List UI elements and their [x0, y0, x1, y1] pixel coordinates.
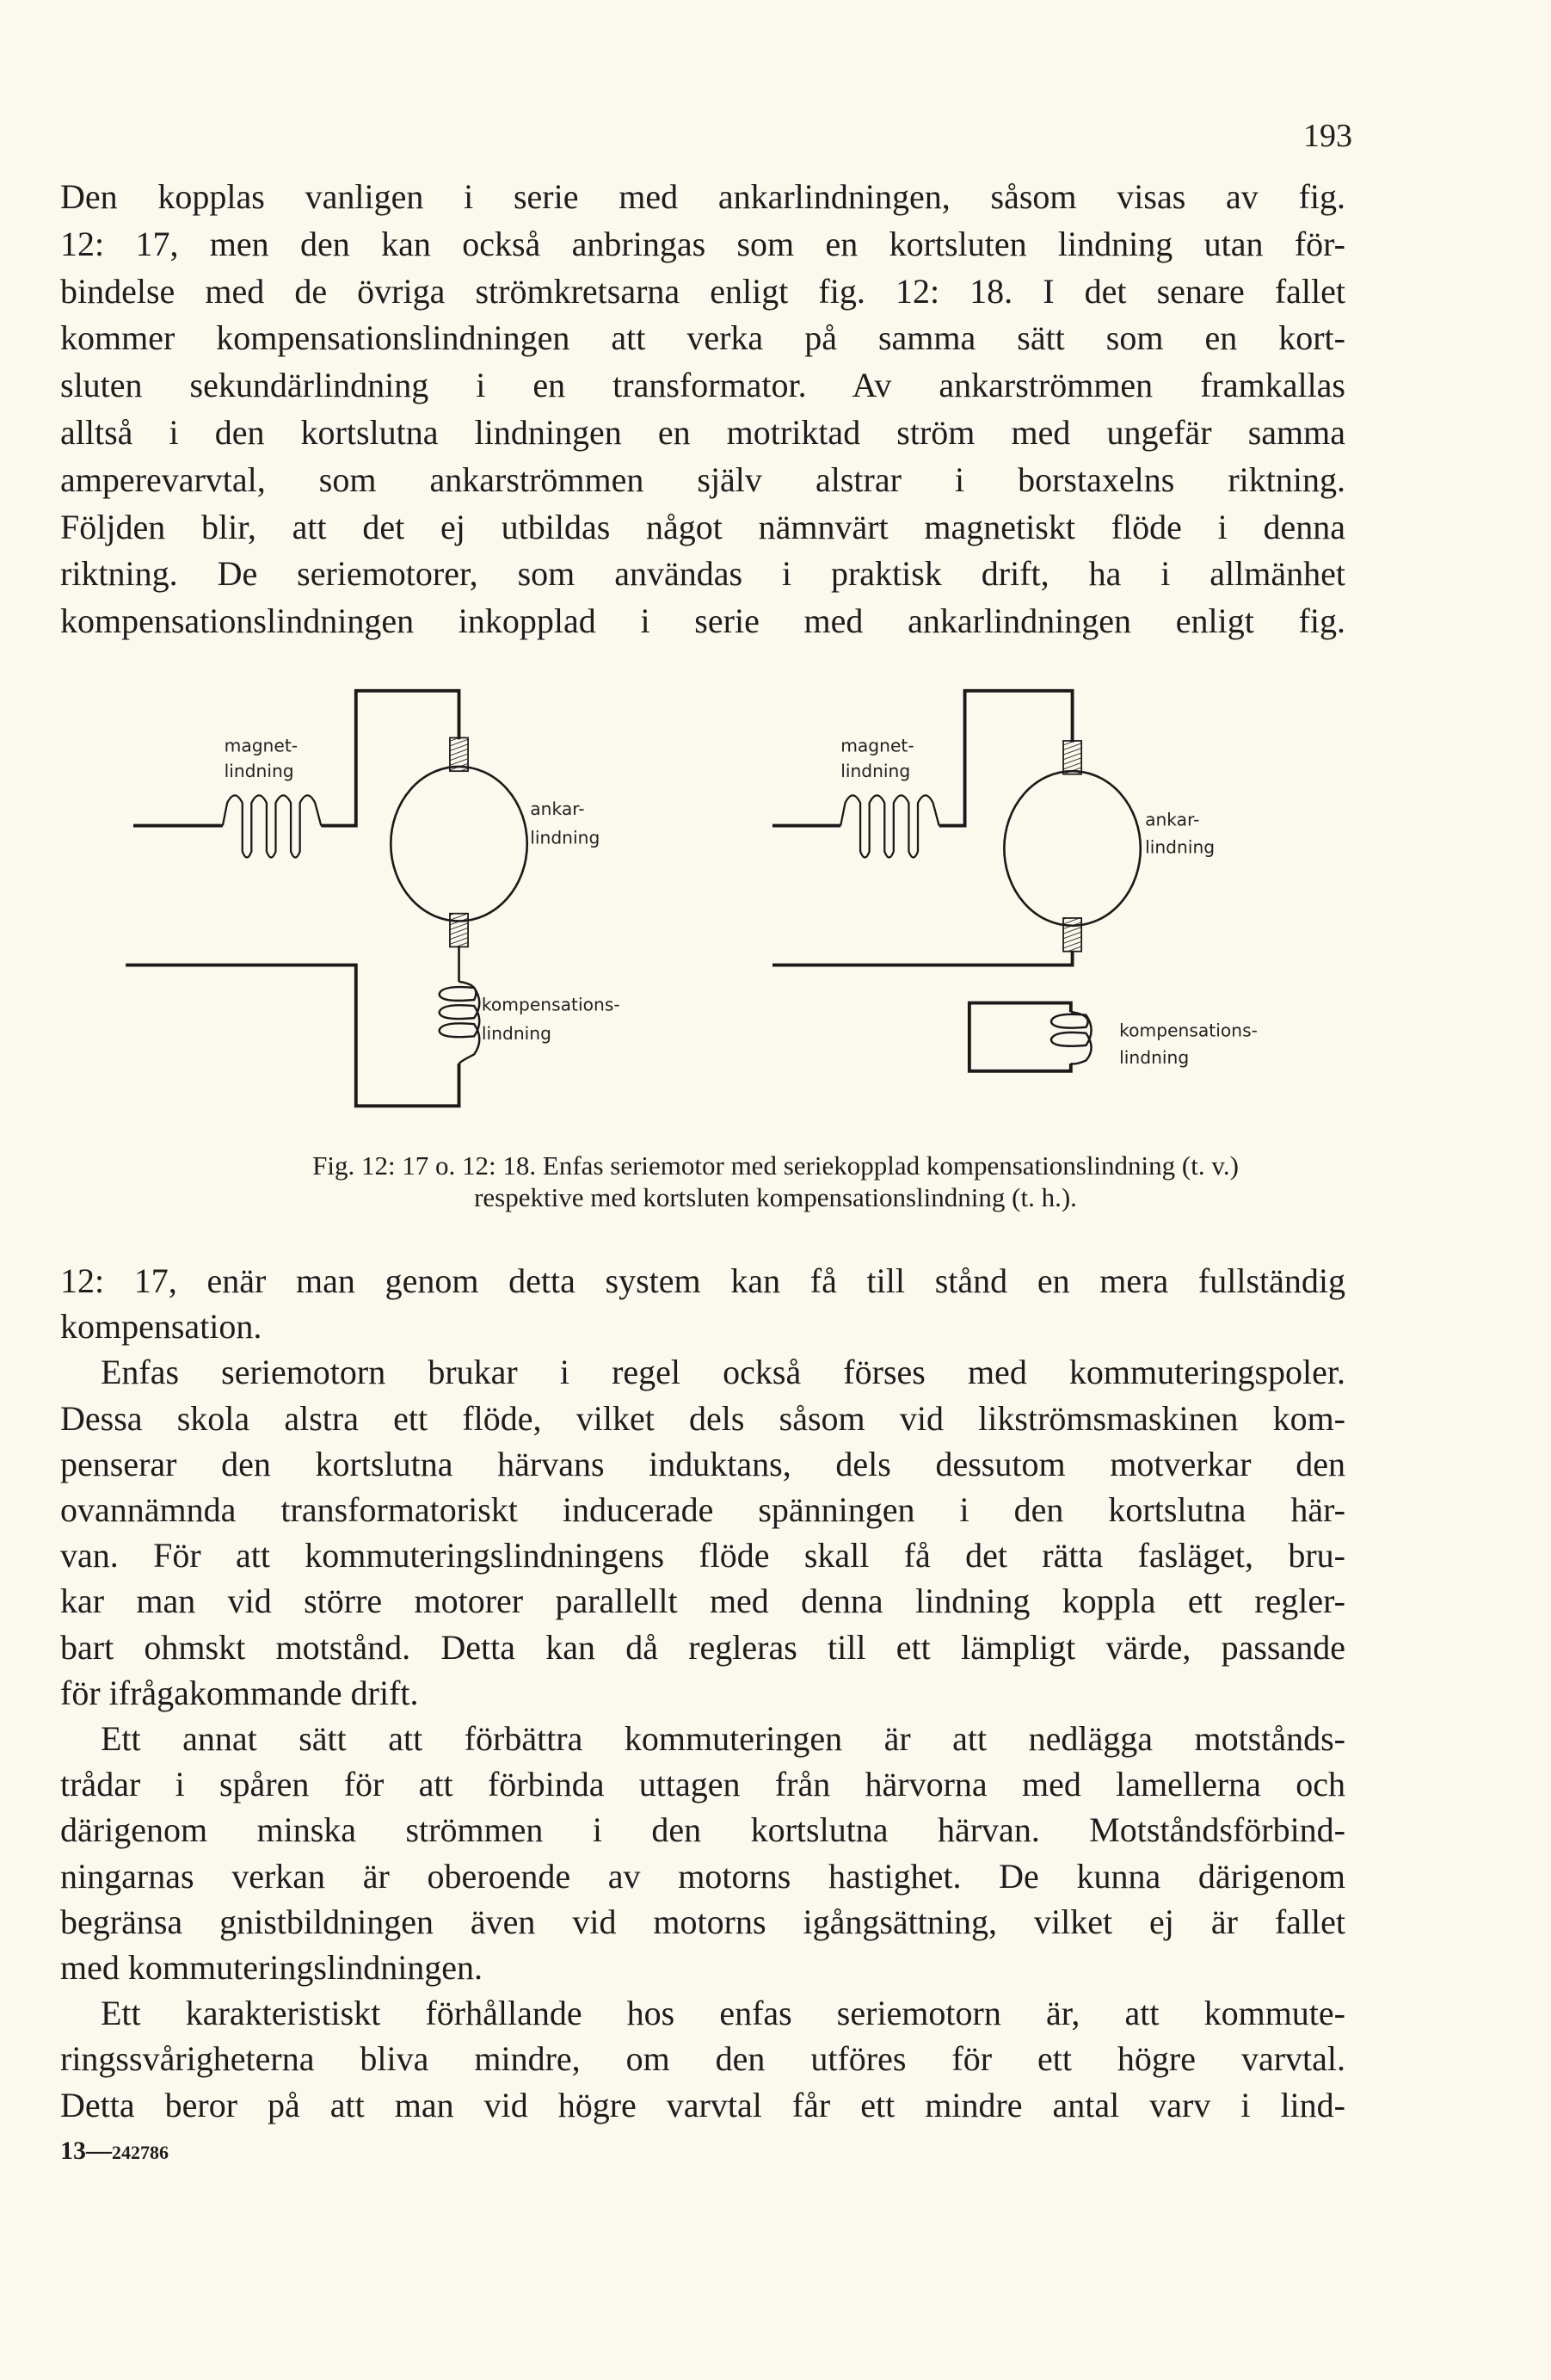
text-line: alltså i den kortslutna lindningen en motriktad ström med ungefär samma [60, 413, 1345, 452]
figure-caption-line: respektive med kortsluten kompensationslindning (t. h.). [474, 1182, 1077, 1212]
compensation-label: kompensations- [481, 994, 620, 1015]
ankar-label: lindning [1145, 836, 1216, 858]
text-line: Dessa skola alstra ett flöde, vilket dels såsom vid likströmsmaskinen kom- [60, 1398, 1345, 1438]
text-line: bart ohmskt motstånd. Detta kan då regleras till ett lämpligt värde, passande [60, 1627, 1345, 1667]
left-labels [225, 735, 620, 1044]
text-line: trådar i spåren för att förbinda uttagen från härvorna med lamellerna och [60, 1765, 1345, 1804]
wire [772, 952, 1073, 965]
closed-loop [969, 1003, 1071, 1071]
text-line: med kommuteringslindningen. [60, 1948, 483, 1987]
ankar-label: lindning [530, 827, 600, 848]
wire [321, 691, 459, 826]
series-compensated-diagram [126, 691, 527, 1106]
short-circuited-diagram [772, 691, 1141, 1071]
magnet-label: lindning [840, 761, 911, 782]
text-line: Den kopplas vanligen i serie med ankarlindningen, såsom visas av fig. [60, 177, 1345, 216]
ankar-label: ankar- [1145, 809, 1200, 830]
page-number: 193 [1303, 118, 1352, 154]
text-line: kompensation. [60, 1307, 262, 1347]
text-line: Enfas seriemotorn brukar i regel också förses med kommuteringspoler. [101, 1353, 1345, 1392]
magnet-coil [840, 795, 939, 857]
brush-bottom [1063, 918, 1081, 952]
compensation-coil [440, 982, 480, 1064]
armature-circle [1004, 771, 1140, 926]
brush-top [1063, 741, 1081, 774]
ankar-label: ankar- [530, 798, 585, 820]
text-line: ringssvårigheterna bliva mindre, om den utföres för ett högre varvtal. [60, 2039, 1345, 2079]
wire [939, 691, 1073, 826]
compensation-label: lindning [1119, 1046, 1190, 1068]
magnet-coil [223, 795, 321, 857]
text-line: penserar den kortslutna härvans induktans, dels dessutom motverkar den [60, 1444, 1345, 1483]
brush-bottom [450, 914, 468, 947]
text-line: bindelse med de övriga strömkretsarna enligt fig. 12: 18. I det senare fallet [60, 271, 1345, 311]
figure-caption-line: Fig. 12: 17 o. 12: 18. Enfas seriemotor med seriekopplad kompensationslindning (t. v.) [312, 1150, 1239, 1181]
sheet-number: 13— [60, 2136, 112, 2165]
right-labels [840, 735, 1258, 1068]
signature-mark [60, 2136, 169, 2166]
text-line: kompensationslindningen inkopplad i serie med ankarlindningen enligt fig. [60, 601, 1345, 641]
text-line: riktning. De seriemotorer, som användas i praktisk drift, ha i allmänhet [60, 554, 1345, 594]
text-line: 12: 17, men den kan också anbringas som en kortsluten lindning utan för- [60, 224, 1345, 263]
compensation-label: kompensations- [1119, 1020, 1258, 1041]
text-line: begränsa gnistbildningen även vid motorns igångsättning, vilket ej är fallet [60, 1902, 1345, 1941]
text-line: Ett annat sätt att förbättra kommuteringen är att nedlägga motstånds- [101, 1719, 1345, 1758]
wire [126, 965, 459, 1107]
armature-circle [391, 767, 526, 922]
compensation-label: lindning [481, 1022, 551, 1044]
text-line: Ett karakteristiskt förhållande hos enfas seriemotorn är, att kommute- [101, 1994, 1345, 2033]
text-line: ningarnas verkan är oberoende av motorns hastighet. De kunna därigenom [60, 1856, 1345, 1896]
print-code: 242786 [112, 2142, 169, 2163]
text-line: kar man vid större motorer parallellt med denna lindning koppla ett regler- [60, 1582, 1345, 1621]
text-line: för ifrågakommande drift. [60, 1673, 419, 1712]
text-line: sluten sekundärlindning i en transformator. Av ankarströmmen framkallas [60, 366, 1345, 405]
text-line: amperevarvtal, som ankarströmmen själv alstrar i borstaxelns riktning. [60, 459, 1345, 499]
text-line: 12: 17, enär man genom detta system kan få till stånd en mera fullständig [60, 1261, 1345, 1300]
text-line: Detta beror på att man vid högre varvtal får ett mindre antal varv i lind- [60, 2085, 1345, 2124]
text-line: ovannämnda transformatoriskt inducerade spänningen i den kortslutna här- [60, 1490, 1345, 1529]
text-line: van. För att kommuteringslindningens flöde skall få det rätta fasläget, bru- [60, 1536, 1345, 1575]
text-line: kommer kompensationslindningen att verka på samma sätt som en kort- [60, 318, 1345, 358]
compensation-coil [1051, 1012, 1092, 1064]
magnet-label: magnet- [224, 735, 299, 756]
magnet-label: lindning [224, 761, 294, 782]
text-line: därigenom minska strömmen i den kortslutna härvan. Motståndsförbind- [60, 1810, 1345, 1850]
text-line: Följden blir, att det ej utbildas något nämnvärt magnetiskt flöde i denna [60, 507, 1345, 546]
magnet-label: magnet- [840, 735, 914, 756]
